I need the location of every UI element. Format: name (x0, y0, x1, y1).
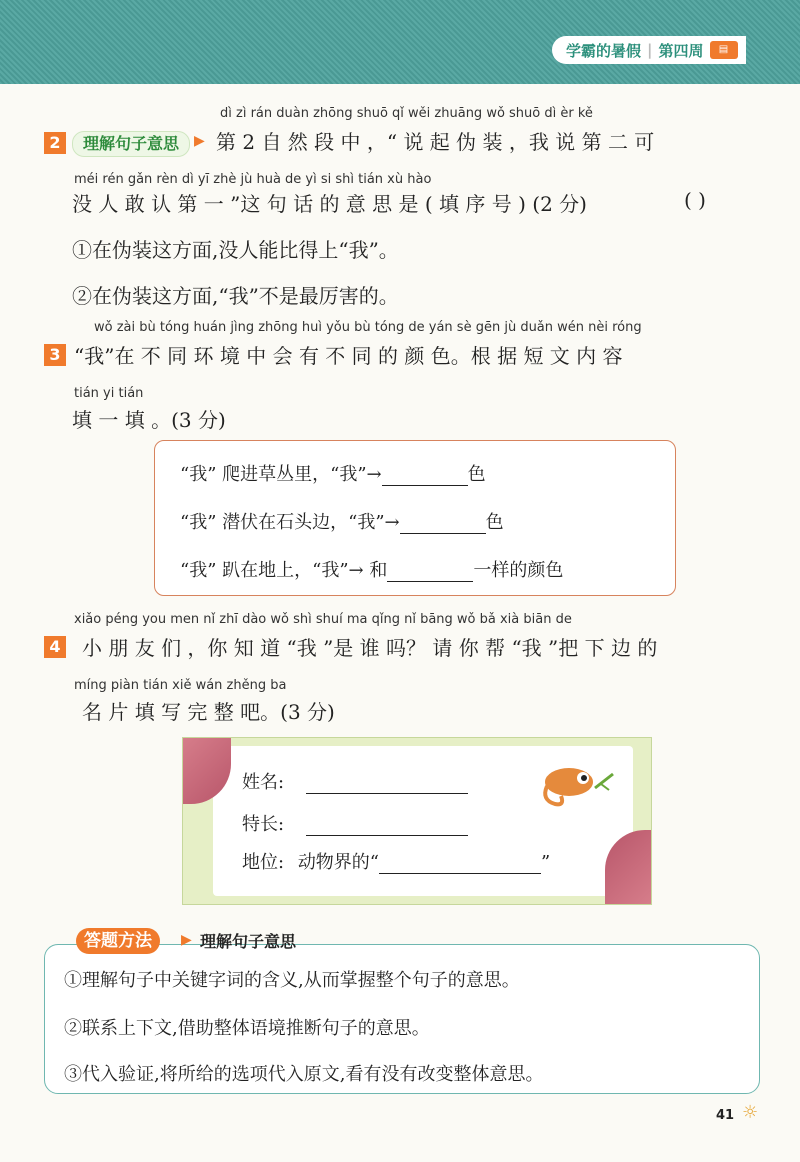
fill-row-3-text: “我” 趴在地上，“我”→ 和 (180, 560, 388, 581)
q4-text-line2: 名 片 填 写 完 整 吧。(3 分) (82, 700, 335, 724)
sun-icon: ☼ (742, 1102, 759, 1123)
card-skill-label: 特长: (242, 814, 285, 835)
q3-pinyin-line2: tián yi tián (74, 386, 144, 401)
q4-text-line1: 小 朋 友 们 ，你 知 道 “我 ”是 谁 吗？ 请 你 帮 “我 ”把 下 边 的 (82, 636, 658, 660)
method-item-1: ①理解句子中关键字词的含义,从而掌握整个句子的意思。 (64, 970, 520, 991)
book-title: 学霸的暑假 (566, 41, 642, 60)
method-badge: 答题方法 (76, 928, 160, 954)
question-number-2: 2 (44, 132, 66, 154)
fill-row-1-blank[interactable] (382, 467, 468, 486)
chameleon-icon (539, 760, 619, 820)
card-status-label: 地位: (242, 852, 285, 873)
question-number-4: 4 (44, 636, 66, 658)
card-name-label: 姓名: (242, 772, 285, 793)
q2-option-1: ①在伪装这方面,没人能比得上“我”。 (72, 238, 399, 262)
card-status-suffix: ” (541, 852, 551, 873)
fill-row-1-suffix: 色 (467, 464, 486, 485)
fill-row-1-text: “我” 爬进草丛里，“我”→ (180, 464, 382, 485)
q4-pinyin-line1: xiǎo péng you men nǐ zhī dào wǒ shì shuí ma qǐng nǐ bāng wǒ bǎ xià biān de (74, 612, 572, 627)
tag-arrow-icon: ▶ (194, 133, 205, 149)
book-icon: ▤ (710, 41, 738, 59)
q3-text-line1: “我”在 不 同 环 境 中 会 有 不 同 的 颜 色。根 据 短 文 内 容 (74, 344, 623, 368)
card-row-status (242, 848, 550, 874)
fill-row-3 (180, 556, 563, 582)
method-item-3: ③代入验证,将所给的选项代入原文,看有没有改变整体意思。 (64, 1064, 544, 1085)
question-number-3: 3 (44, 344, 66, 366)
card-row-skill (242, 810, 468, 836)
q3-text-line2: 填 一 填 。(3 分) (72, 408, 226, 432)
method-arrow-icon: ▶ (181, 932, 192, 948)
fill-row-2-suffix: 色 (485, 512, 504, 533)
card-name-blank[interactable] (306, 775, 468, 794)
fill-row-2-blank[interactable] (400, 515, 486, 534)
fill-row-2 (180, 508, 504, 534)
card-row-name (242, 768, 468, 794)
fill-row-3-blank[interactable] (387, 563, 473, 582)
header-tag (552, 36, 746, 64)
skill-tag: 理解句子意思 (72, 131, 190, 157)
card-status-blank[interactable] (379, 855, 541, 874)
q2-text-line1: 第 2 自 然 段 中 ，“ 说 起 伪 装 ，我 说 第 二 可 (216, 130, 655, 154)
method-item-2: ②联系上下文,借助整体语境推断句子的意思。 (64, 1018, 430, 1039)
q2-answer-paren[interactable]: ( ) (684, 188, 706, 212)
fill-row-1 (180, 460, 486, 486)
q2-text-line2: 没 人 敢 认 第 一 ”这 句 话 的 意 思 是 ( 填 序 号 ) (2 分) (72, 192, 587, 216)
q4-pinyin-line2: míng piàn tián xiě wán zhěng ba (74, 678, 287, 693)
fill-row-3-suffix: 一样的颜色 (473, 560, 564, 581)
card-status-prefix: 动物界的“ (297, 852, 380, 873)
tag-separator: | (647, 41, 653, 59)
q2-pinyin-line2: méi rén gǎn rèn dì yī zhè jù huà de yì si shì tián xù hào (74, 172, 432, 187)
q3-pinyin-line1: wǒ zài bù tóng huán jìng zhōng huì yǒu bù tóng de yán sè gēn jù duǎn wén nèi róng (94, 320, 642, 335)
card-skill-blank[interactable] (306, 817, 468, 836)
method-title: 理解句子意思 (200, 932, 297, 951)
q2-option-2: ②在伪装这方面,“我”不是最厉害的。 (72, 284, 399, 308)
q2-pinyin-line1: dì zì rán duàn zhōng shuō qǐ wěi zhuāng wǒ shuō dì èr kě (220, 106, 593, 121)
week-label: 第四周 (658, 41, 704, 60)
page-number: 41 (716, 1108, 735, 1123)
fill-row-2-text: “我” 潜伏在石头边，“我”→ (180, 512, 400, 533)
